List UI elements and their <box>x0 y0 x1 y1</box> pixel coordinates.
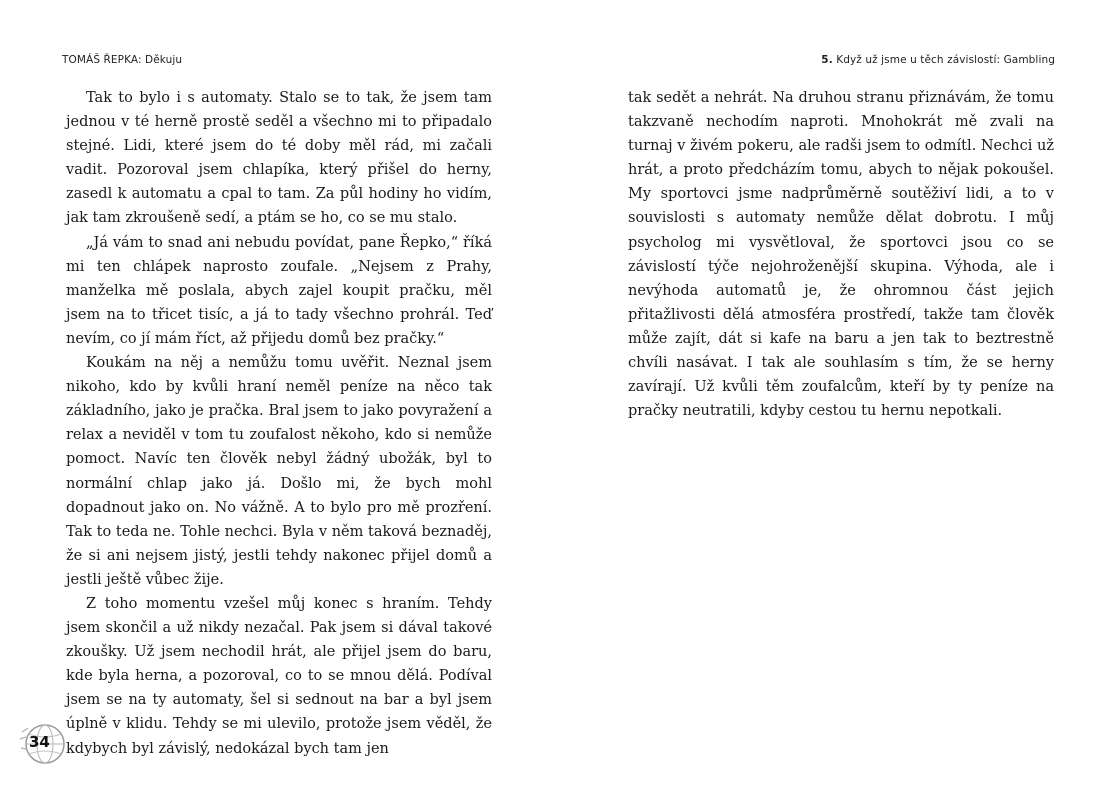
paragraph: Tak to bylo i s automaty. Stalo se to tak, že jsem tam jednou v té herně prostě seděl a všechno mi to připadalo stejné. Lidi, které jsem do té doby měl rád, mi začali vadit. Pozoroval jsem chlapíka, který přišel do herny, zasedl k automatu a cpal to tam. Za půl hodiny ho vidím, jak tam zkroušeně sedí, a ptám se ho, co se mu stalo. <box>66 90 492 227</box>
chapter-title: Když už jsme u těch závislostí: Gambling <box>832 54 1055 66</box>
page-number-badge <box>18 722 68 766</box>
page-number: 34 <box>29 733 50 751</box>
running-head-left: TOMÁŠ ŘEPKA: Děkuju <box>62 54 183 66</box>
paragraph: tak sedět a nehrát. Na druhou stranu přiznávám, že tomu takzvaně nechodím naproti. Mnohokrát mě zvali na turnaj v živém pokeru, ale radši jsem to odmítl. Nechci už hrát, a proto předcházím tomu, abych to nějak pokoušel. My sportovci jsme nadprůměrně soutěživí lidi, a to v souvislosti s automaty nemůže dělat dobrotu. I můj psycholog mi vysvětloval, že sportovci jsou co se závislostí týče nejohroženější skupina. Výhoda, ale i nevýhoda automatů je, že ohromnou část jejich přitažlivosti dělá atmosféra prostředí, takže tam člověk může zajít, dát si kafe na baru a jen tak to beztrestně chvíli nasávat. I tak ale souhlasím s tím, že se herny zavírají. Už kvůli těm zoufalcům, kteří by ty peníze na pračky neutratili, kdyby cestou tu hernu nepotkali. <box>628 90 1054 420</box>
right-page-text <box>628 86 1054 423</box>
left-page-text <box>66 86 492 761</box>
running-head-right <box>821 54 1055 66</box>
chapter-number: 5. <box>821 54 833 66</box>
paragraph: Koukám na něj a nemůžu tomu uvěřit. Neznal jsem nikoho, kdo by kvůli hraní neměl peníze na něco tak základního, jako je pračka. Bral jsem to jako povyražení a relax a neviděl v tom tu zoufalost někoho, kdo si nemůže pomoct. Navíc ten člověk nebyl žádný ubožák, byl to normální chlap jako já. Došlo mi, že bych mohl dopadnout jako on. No vážně. A to bylo pro mě prozření. Tak to teda ne. Tohle nechci. Byla v něm taková beznaděj, že si ani nejsem jistý, jestli tehdy nakonec přijel domů a jestli ještě vůbec žije. <box>66 355 492 588</box>
paragraph: „Já vám to snad ani nebudu povídat, pane Řepko,“ říká mi ten chlápek naprosto zoufale. „Nejsem z Prahy, manželka mě poslala, abych zajel koupit pračku, měl jsem na to třicet tisíc, a já to tady všechno prohrál. Teď nevím, co jí mám říct, až přijedu domů bez pračky.“ <box>66 234 492 347</box>
paragraph: Z toho momentu vzešel můj konec s hraním. Tehdy jsem skončil a už nikdy nezačal. Pak jsem si dával takové zkoušky. Už jsem nechodil hrát, ale přijel jsem do baru, kde byla herna, a pozoroval, co to se mnou dělá. Podíval jsem se na ty automaty, šel si sednout na bar a byl jsem úplně v klidu. Tehdy se mi ulevilo, protože jsem věděl, že kdybych byl závislý, nedokázal bych tam jen <box>66 595 492 757</box>
